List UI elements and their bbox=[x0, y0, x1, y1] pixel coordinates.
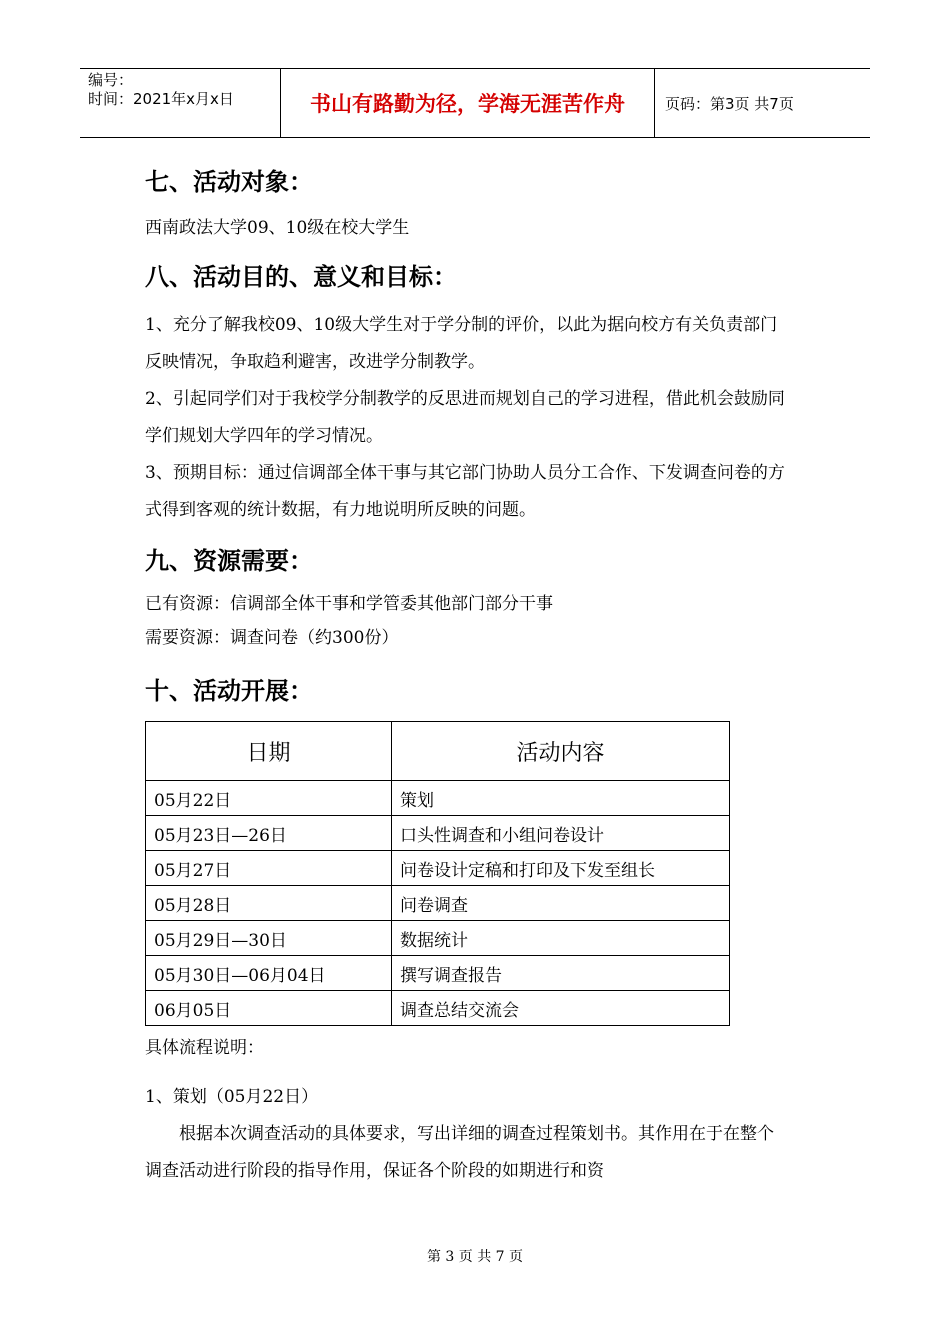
table-cell-content: 策划 bbox=[392, 781, 730, 816]
table-cell-content: 问卷调查 bbox=[392, 886, 730, 921]
table-cell-date: 05月23日—26日 bbox=[146, 816, 392, 851]
section-8-item-1: 1、充分了解我校09、10级大学生对于学分制的评价，以此为据向校方有关负责部门反映情况，争取趋利避害，改进学分制教学。 bbox=[145, 315, 778, 372]
column-header-date: 日期 bbox=[146, 722, 392, 781]
table-cell-date: 05月22日 bbox=[146, 781, 392, 816]
table-cell-content: 问卷设计定稿和打印及下发至组长 bbox=[392, 851, 730, 886]
section-8-item-3: 3、预期目标：通过信调部全体干事与其它部门协助人员分工合作、下发调查问卷的方式得到客观的统计数据，有力地说明所反映的问题。 bbox=[145, 463, 785, 520]
table-cell-date: 05月27日 bbox=[146, 851, 392, 886]
table-row bbox=[146, 956, 730, 991]
table-header-row bbox=[146, 722, 730, 781]
table-row bbox=[146, 886, 730, 921]
table-row bbox=[146, 816, 730, 851]
step-1-text: 根据本次调查活动的具体要求，写出详细的调查过程策划书。其作用在于在整个调查活动进行阶段的指导作用，保证各个阶段的如期进行和资 bbox=[145, 1124, 774, 1181]
page-header bbox=[80, 68, 870, 138]
time-label: 时间：2021年x月x日 bbox=[88, 90, 234, 108]
section-8-title: 八、活动目的、意义和目标： bbox=[145, 263, 457, 291]
section-7-title: 七、活动对象： bbox=[145, 168, 313, 196]
section-8-item-2: 2、引起同学们对于我校学分制教学的反思进而规划自己的学习进程，借此机会鼓励同学们规划大学四年的学习情况。 bbox=[145, 389, 785, 446]
section-10-title: 十、活动开展： bbox=[145, 677, 313, 705]
flow-title: 具体流程说明： bbox=[145, 1038, 264, 1058]
header-meta bbox=[80, 69, 281, 137]
number-label: 编号： bbox=[88, 71, 134, 89]
page-footer: 第 3 页 共 7 页 bbox=[426, 1249, 524, 1265]
table-cell-date: 05月28日 bbox=[146, 886, 392, 921]
document-body bbox=[145, 160, 785, 1190]
table-cell-date: 06月05日 bbox=[146, 991, 392, 1026]
section-7-text: 西南政法大学09、10级在校大学生 bbox=[145, 218, 410, 238]
section-9-title: 九、资源需要： bbox=[145, 547, 313, 575]
table-row bbox=[146, 851, 730, 886]
table-cell-content: 调查总结交流会 bbox=[392, 991, 730, 1026]
table-row bbox=[146, 921, 730, 956]
table-row bbox=[146, 781, 730, 816]
table-row bbox=[146, 991, 730, 1026]
needed-resources: 需要资源：调查问卷（约300份） bbox=[145, 628, 399, 648]
header-page-info: 页码：第3页 共7页 bbox=[665, 94, 794, 113]
table-cell-content: 口头性调查和小组问卷设计 bbox=[392, 816, 730, 851]
table-cell-content: 数据统计 bbox=[392, 921, 730, 956]
header-motto: 书山有路勤为径，学海无涯苦作舟 bbox=[281, 69, 655, 137]
existing-resources: 已有资源：信调部全体干事和学管委其他部门部分干事 bbox=[145, 594, 553, 614]
table-cell-date: 05月29日—30日 bbox=[146, 921, 392, 956]
table-cell-date: 05月30日—06月04日 bbox=[146, 956, 392, 991]
table-cell-content: 撰写调查报告 bbox=[392, 956, 730, 991]
step-1-title: 1、策划（05月22日） bbox=[145, 1087, 319, 1107]
schedule-table bbox=[145, 721, 730, 1026]
column-header-content: 活动内容 bbox=[392, 722, 730, 781]
